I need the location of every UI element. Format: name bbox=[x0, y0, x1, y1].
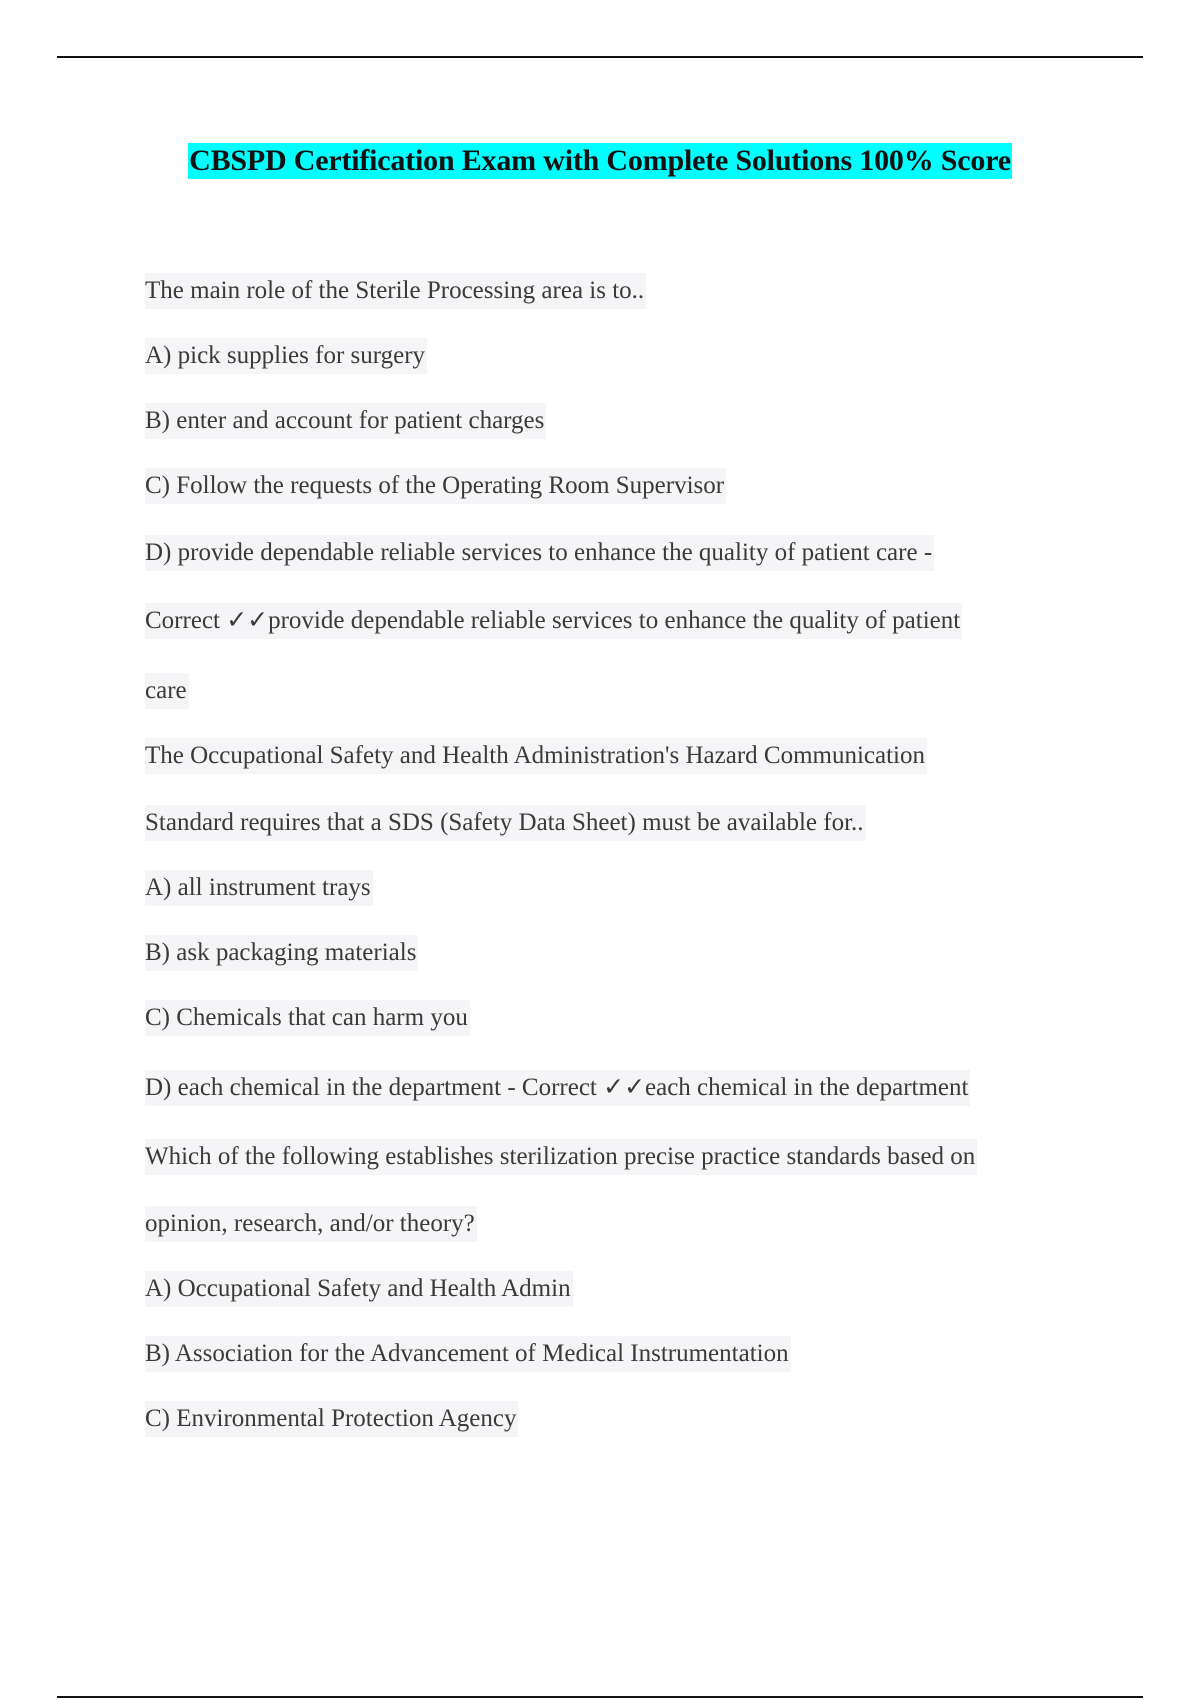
question-1-option-b: B) enter and account for patient charges bbox=[145, 403, 546, 439]
question-2-option-d-answer: D) each chemical in the department - Correct ✓✓each chemical in the department bbox=[145, 1070, 970, 1106]
question-3-option-c: C) Environmental Protection Agency bbox=[145, 1401, 518, 1437]
question-3-option-a: A) Occupational Safety and Health Admin bbox=[145, 1271, 573, 1307]
question-3-stem: Which of the following establishes sterilization precise practice standards based on bbox=[145, 1139, 977, 1175]
question-1-stem: The main role of the Sterile Processing area is to.. bbox=[145, 273, 646, 309]
question-2-option-c: C) Chemicals that can harm you bbox=[145, 1000, 470, 1036]
question-1-option-d: D) provide dependable reliable services to enhance the quality of patient care - bbox=[145, 535, 934, 571]
question-2-option-a: A) all instrument trays bbox=[145, 870, 373, 906]
question-2-option-b: B) ask packaging materials bbox=[145, 935, 418, 971]
top-rule bbox=[57, 56, 1143, 58]
question-3-option-b: B) Association for the Advancement of Medical Instrumentation bbox=[145, 1336, 791, 1372]
question-1-answer-cont: care bbox=[145, 673, 189, 709]
question-2-stem-cont: Standard requires that a SDS (Safety Data Sheet) must be available for.. bbox=[145, 805, 866, 841]
title-container bbox=[0, 143, 1200, 179]
question-1-option-a: A) pick supplies for surgery bbox=[145, 338, 427, 374]
question-3-stem-cont: opinion, research, and/or theory? bbox=[145, 1206, 477, 1242]
document-title: CBSPD Certification Exam with Complete Solutions 100% Score bbox=[189, 144, 1011, 177]
question-1-answer: Correct ✓✓provide dependable reliable services to enhance the quality of patient bbox=[145, 603, 962, 639]
question-1-option-c: C) Follow the requests of the Operating Room Supervisor bbox=[145, 468, 726, 504]
bottom-rule bbox=[57, 1696, 1143, 1698]
question-2-stem: The Occupational Safety and Health Administration's Hazard Communication bbox=[145, 738, 927, 774]
